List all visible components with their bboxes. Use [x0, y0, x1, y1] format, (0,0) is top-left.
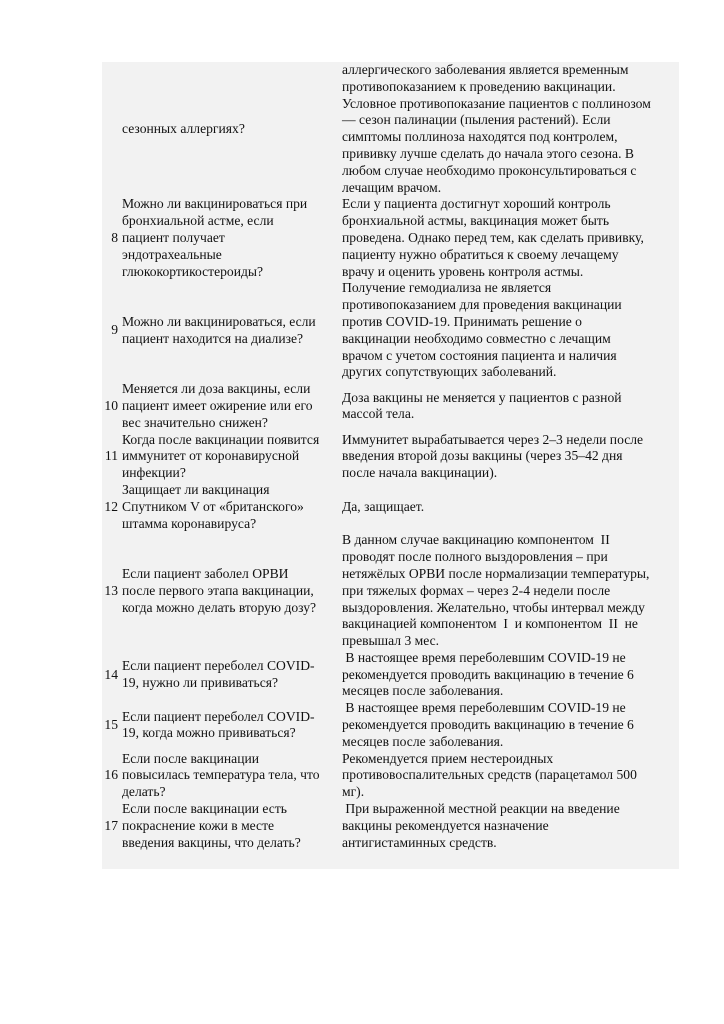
row-number: 14 [104, 666, 118, 682]
question-text-line: делать? [122, 784, 166, 800]
answer-text-line: бронхиальной астмы, вакцинация может быть [342, 213, 610, 229]
answer-text-line: врачу и оценить уровень контроля астмы. [342, 263, 584, 279]
answer-cell [340, 432, 679, 482]
answer-cell [340, 751, 679, 801]
table-row [102, 751, 679, 801]
answer-text-line: антигистаминных средств. [342, 834, 497, 850]
answer-text-line: выздоровления. Желательно, чтобы интервал между [342, 599, 645, 615]
answer-text-line: аллергического заболевания является временным [342, 62, 629, 77]
question-text-line: сезонных аллергиях? [122, 120, 245, 136]
answer-text-line: мг). [342, 784, 365, 800]
answer-text-line: месяцев после заболевания. [342, 683, 504, 699]
question-cell [120, 280, 340, 381]
table-row [102, 801, 679, 851]
answer-text-line: рекомендуется проводить вакцинацию в течение 6 [342, 717, 634, 733]
question-text-line: Можно ли вакцинироваться при [122, 196, 308, 212]
question-text-line: после первого этапа вакцинации, [122, 582, 314, 598]
answer-text-line: введения второй дозы вакцины (через 35–42 дня [342, 448, 623, 464]
table-row [102, 381, 679, 431]
answer-text-line: Если у пациента достигнут хороший контроль [342, 196, 611, 212]
question-cell [120, 700, 340, 750]
row-number: 13 [104, 582, 118, 598]
question-text-line: покраснение кожи в месте [122, 817, 275, 833]
row-number: 10 [104, 397, 118, 413]
answer-text-line: Доза вакцины не меняется у пациентов с разной [342, 389, 622, 405]
answer-cell [340, 700, 679, 750]
table-row [102, 482, 679, 532]
row-number: 11 [104, 448, 118, 464]
answer-text-line: В настоящее время переболевшим COVID-19 не [342, 700, 626, 716]
answer-text-line: нетяжёлых ОРВИ после нормализации температуры, [342, 565, 650, 581]
question-text-line: когда можно делать вторую дозу? [122, 599, 317, 615]
question-cell [120, 196, 340, 280]
answer-text-line: В настоящее время переболевшим COVID-19 не [342, 649, 626, 665]
answer-text-line: противопоказанием для проведения вакцинации [342, 297, 622, 313]
question-text-line: глюкокортикостероиды? [122, 263, 264, 279]
question-text-line: бронхиальной астме, если [122, 213, 274, 229]
table-row [102, 62, 679, 196]
answer-text-line: Рекомендуется прием нестероидных [342, 750, 554, 766]
question-text-line: повысилась температура тела, что [122, 767, 320, 783]
faq-table-container [102, 62, 679, 869]
answer-text-line: При выраженной местной реакции на введение [342, 801, 620, 817]
question-text-line: пациент получает [122, 229, 225, 245]
answer-cell [340, 280, 679, 381]
answer-text-line: противовоспалительных средств (парацетамол 500 [342, 767, 637, 783]
row-number: 12 [104, 498, 118, 514]
answer-text-line: любом случае необходимо проконсультироваться с [342, 162, 637, 178]
answer-cell [340, 532, 679, 650]
table-row [102, 532, 679, 650]
row-number: 16 [104, 767, 118, 783]
question-text-line: 19, когда можно прививаться? [122, 725, 296, 741]
row-number [102, 62, 120, 196]
answer-text-line: симптомы поллиноза находятся под контролем, [342, 129, 618, 145]
answer-text-line: противопоказанием к проведению вакцинации. [342, 78, 616, 94]
answer-text-line: пациенту нужно обратиться к своему лечащему [342, 246, 619, 262]
answer-text-line: Иммунитет вырабатывается через 2–3 недели после [342, 431, 644, 447]
answer-text-line: превышал 3 мес. [342, 633, 440, 649]
faq-table-body [102, 62, 679, 851]
answer-text-line: против COVID-19. Принимать решение о [342, 313, 582, 329]
answer-cell [340, 381, 679, 431]
row-number: 15 [104, 717, 118, 733]
question-cell [120, 381, 340, 431]
question-cell [120, 432, 340, 482]
answer-cell [340, 482, 679, 532]
question-text-line: пациент находится на диализе? [122, 330, 304, 346]
answer-text-line: Условное противопоказание пациентов с поллинозом [342, 95, 651, 111]
answer-text-line: при тяжелых формах – через 2-4 недели после [342, 582, 611, 598]
answer-cell [340, 801, 679, 851]
answer-cell [340, 196, 679, 280]
answer-text-line: врачом с учетом состояния пациента и наличия [342, 347, 617, 363]
answer-text-line: после начала вакцинации). [342, 465, 498, 481]
question-text-line: Когда после вакцинации появится [122, 431, 320, 447]
question-text-line: введения вакцины, что делать? [122, 834, 301, 850]
answer-text-line: лечащим врачом. [342, 179, 442, 195]
question-text-line: инфекции? [122, 465, 186, 481]
question-cell [120, 801, 340, 851]
question-cell [120, 532, 340, 650]
question-cell [120, 62, 340, 196]
answer-text-line: проведена. Однако перед тем, как сделать прививку, [342, 229, 644, 245]
answer-cell [340, 62, 679, 196]
question-text-line: Спутником V от «британского» [122, 498, 304, 514]
row-number: 9 [111, 322, 118, 338]
question-text-line: пациент имеет ожирение или его [122, 397, 313, 413]
answer-text-line: Получение гемодиализа не является [342, 280, 552, 296]
question-text-line: Можно ли вакцинироваться, если [122, 313, 316, 329]
answer-text-line: — сезон палинации (пыления растений). Если [342, 112, 611, 128]
question-text-line: эндотрахеальные [122, 246, 222, 262]
question-text-line: Меняется ли доза вакцины, если [122, 381, 311, 397]
faq-table [102, 62, 679, 851]
answer-text-line: прививку лучше сделать до начала этого сезона. В [342, 145, 634, 161]
answer-text-line: В данном случае вакцинацию компонентом II [342, 532, 610, 548]
question-cell [120, 751, 340, 801]
table-row [102, 196, 679, 280]
table-row [102, 432, 679, 482]
answer-text-line: рекомендуется проводить вакцинацию в течение 6 [342, 666, 634, 682]
question-text-line: Если пациент переболел COVID- [122, 658, 315, 674]
answer-cell [340, 650, 679, 700]
question-text-line: 19, нужно ли прививаться? [122, 675, 279, 691]
question-text-line: Если пациент переболел COVID- [122, 708, 315, 724]
answer-text-line: месяцев после заболевания. [342, 733, 504, 749]
question-cell [120, 650, 340, 700]
table-row [102, 280, 679, 381]
question-text-line: штамма коронавируса? [122, 515, 257, 531]
question-cell [120, 482, 340, 532]
answer-text-line: вакцины рекомендуется назначение [342, 817, 549, 833]
question-text-line: вес значительно снижен? [122, 414, 268, 430]
table-row [102, 650, 679, 700]
question-text-line: Если после вакцинации есть [122, 801, 287, 817]
answer-text-line: вакцинацией компонентом I и компонентом II не [342, 616, 638, 632]
question-text-line: Если после вакцинации [122, 750, 260, 766]
answer-text-line: проводят после полного выздоровления – при [342, 549, 608, 565]
row-number: 17 [104, 817, 118, 833]
question-text-line: Защищает ли вакцинация [122, 481, 270, 497]
table-row [102, 700, 679, 750]
question-text-line: Если пациент заболел ОРВИ [122, 565, 289, 581]
question-text-line: иммунитет от коронавирусной [122, 448, 300, 464]
answer-text-line: других сопутствующих заболеваний. [342, 364, 557, 380]
row-number: 8 [111, 229, 118, 245]
answer-text-line: массой тела. [342, 406, 415, 422]
answer-text-line: Да, защищает. [342, 498, 425, 514]
answer-text-line: вакцинации необходимо совместно с лечащим [342, 330, 611, 346]
